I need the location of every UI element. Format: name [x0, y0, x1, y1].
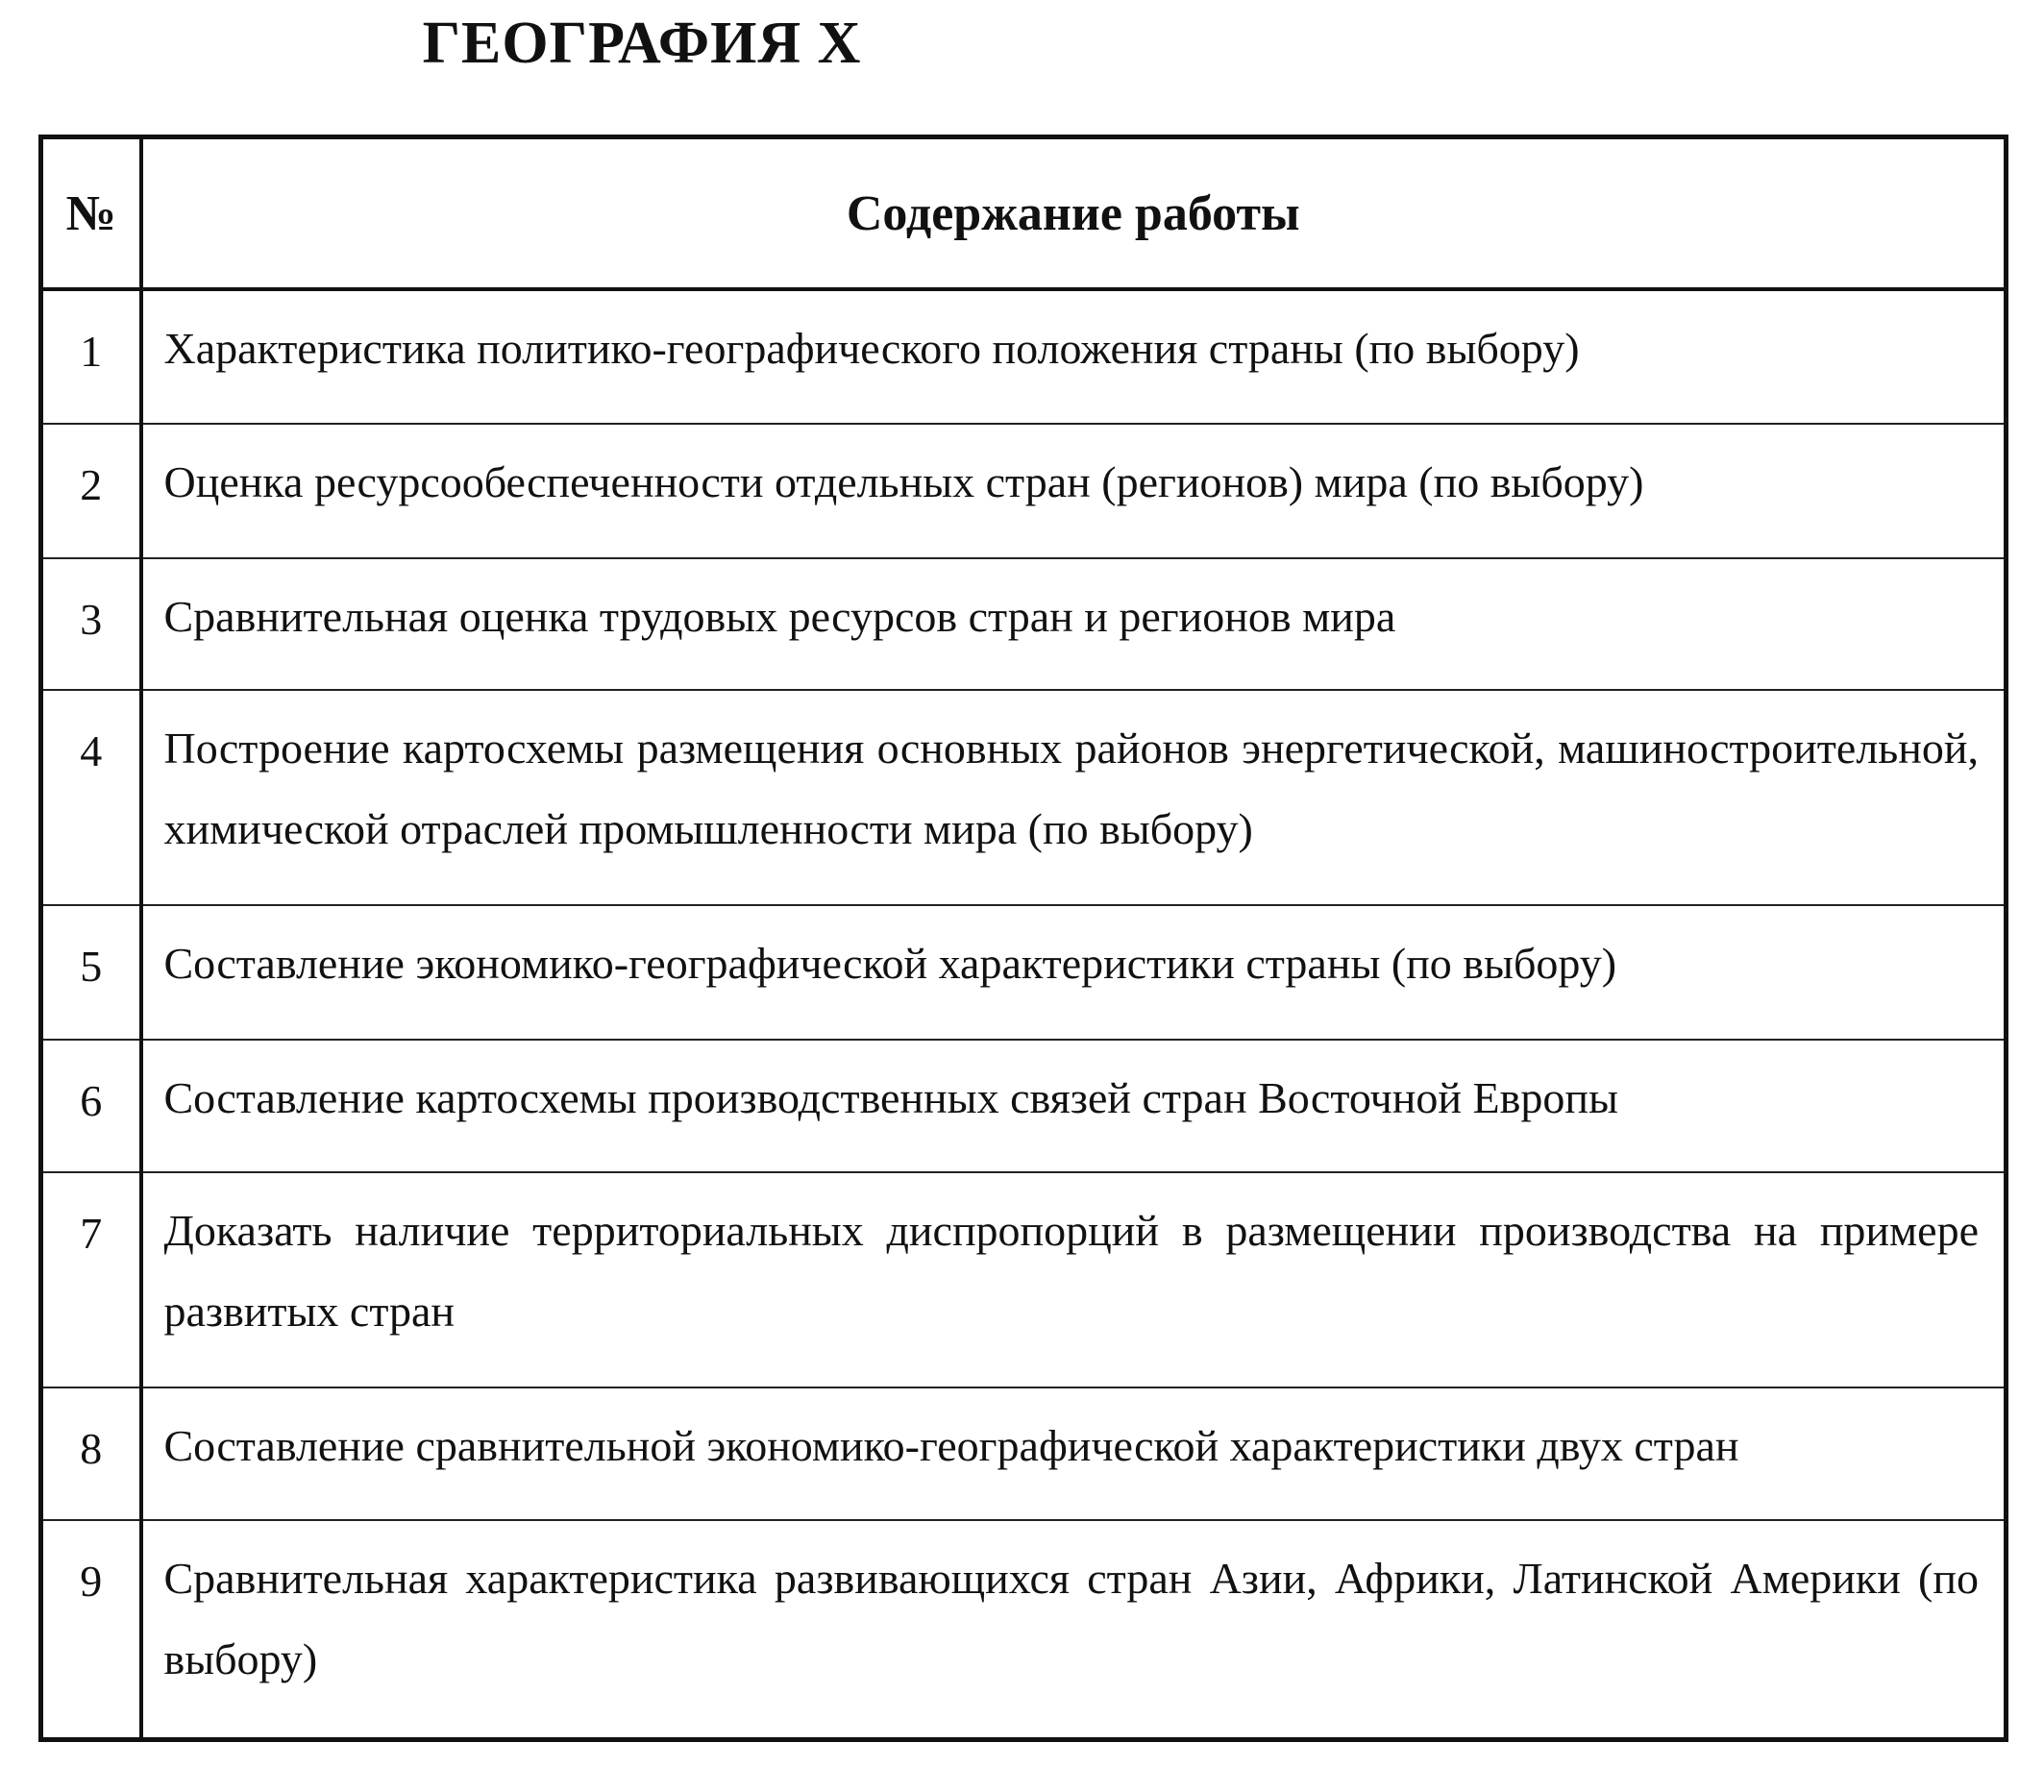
table-row	[41, 1040, 2007, 1172]
table-row	[41, 558, 2007, 690]
table-row	[41, 905, 2007, 1040]
row-content: Составление картосхемы производственных связей стран Восточной Европы	[141, 1040, 2007, 1172]
page-title: ГЕОГРАФИЯ X	[422, 11, 862, 76]
row-number: 6	[41, 1040, 141, 1172]
row-number: 9	[41, 1520, 141, 1739]
table-row	[41, 690, 2007, 905]
row-content: Сравнительная оценка трудовых ресурсов стран и регионов мира	[141, 558, 2007, 690]
row-number: 4	[41, 690, 141, 905]
row-content: Составление сравнительной экономико-географической характеристики двух стран	[141, 1387, 2007, 1520]
row-content: Сравнительная характеристика развивающихся стран Азии, Африки, Латинской Америки (по выбору)	[141, 1520, 2007, 1739]
row-content: Доказать наличие территориальных диспропорций в размещении производства на примере развитых стран	[141, 1172, 2007, 1387]
table-row	[41, 424, 2007, 558]
row-content: Составление экономико-географической характеристики страны (по выбору)	[141, 905, 2007, 1040]
row-number: 2	[41, 424, 141, 558]
table-row	[41, 289, 2007, 424]
table-header-row	[41, 137, 2007, 290]
table-row	[41, 1387, 2007, 1520]
row-number: 7	[41, 1172, 141, 1387]
row-content: Характеристика политико-географического положения страны (по выбору)	[141, 289, 2007, 424]
table-row	[41, 1172, 2007, 1387]
header-content: Содержание работы	[141, 137, 2007, 290]
table-row	[41, 1520, 2007, 1739]
row-number: 1	[41, 289, 141, 424]
work-table	[38, 135, 2008, 1742]
row-content: Оценка ресурсообеспеченности отдельных стран (регионов) мира (по выбору)	[141, 424, 2007, 558]
row-content: Построение картосхемы размещения основных районов энергетической, машиностроительной, химической отраслей промышленности мира (по выбору)	[141, 690, 2007, 905]
row-number: 8	[41, 1387, 141, 1520]
header-number: №	[41, 137, 141, 290]
row-number: 3	[41, 558, 141, 690]
row-number: 5	[41, 905, 141, 1040]
